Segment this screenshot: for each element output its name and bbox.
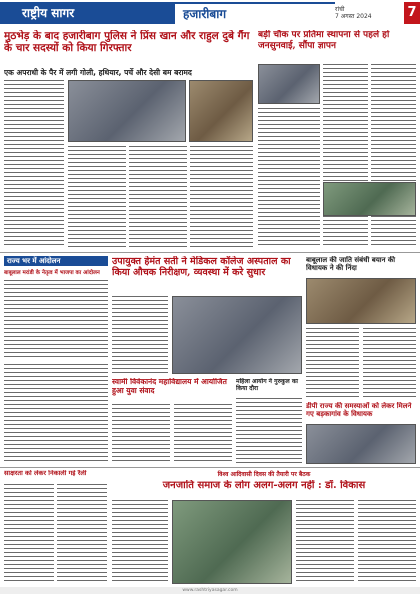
masthead: राष्ट्रीय सागर [0,2,175,24]
middle-column-1 [112,296,168,374]
topright-column-3 [371,64,416,248]
left3-headline: साक्षरता को लेकर निकाली गई रैली [4,470,87,477]
page-number: 7 [404,2,420,24]
section-name: हजारीबाग [175,2,335,24]
right2-headline: बाबूलाल की जाति संबंधी बयान की विधायक ने की निंदा [306,256,396,273]
bottom-headline-block [112,480,416,496]
left3-column-1 [4,484,54,584]
middle-headline: उपायुक्त हेमंत सती ने मेडिकल कॉलेज अस्पताल का किया औचक निरीक्षण, व्यवस्था में करे सुधार [112,256,291,279]
middle2-column-1 [112,404,170,464]
left3-column-2 [57,484,107,584]
middle-headline-block [112,256,302,292]
right3-headline: डीपी राज्य की समस्याओं को लेकर मिलने गए बड़कागांव के विधायक [306,402,412,419]
box-subhead: बाबूलाल मरांडी के नेतृत्व में भाजपा का आंदोलन [4,270,100,276]
middle2-headline-block [112,378,232,400]
topright-column-2 [323,64,368,248]
bottom-kicker: विश्व आदिवासी दिवस की तैयारी पर बैठक [217,471,311,478]
edition-date: 7 अगस्त 2024 [335,13,372,20]
lead-column-2 [68,146,126,248]
middle-photo [172,296,302,374]
lead-headline: मुठभेड़ के बाद हजारीबाग पुलिस ने प्रिंस खान और राहुल दुबे गैंग के चार सदस्यों को किया गिरफ्तार [4,30,250,55]
topright-photo-2 [323,182,416,216]
box-text [4,280,108,360]
right2-column-1 [306,328,359,398]
box-headline: राज्य भर में आंदोलन [4,256,108,266]
right2-column-2 [363,328,416,398]
divider [0,252,420,253]
divider [0,467,420,468]
bottom-column-2 [296,500,354,584]
left-column [4,364,108,464]
small-headline-block [236,378,302,396]
bottom-photo [172,500,292,584]
small-headline: महिला आयोग ने गुरुकुल का किया दौरा [236,378,298,393]
page-footer: www.rashtriyasagar.com [0,587,420,594]
lead-subhead: एक अपराधी के पैर में लगी गोली, हथियार, पर्चे और देसी बम बरामद [4,68,192,77]
dateline [335,2,405,24]
lead-photo-1 [68,80,186,142]
topright-photo [258,64,320,104]
left3-headline-block [4,470,108,482]
topright-headline: बड़ी चौक पर प्रतिमा स्थापना से पहले हो जनसुनवाई, सौंपा ज्ञापन [258,30,390,51]
small-text [236,398,302,464]
right3-headline-block [306,402,416,422]
edition-city: रांची [335,6,345,13]
bottom-column-3 [358,500,416,584]
lead-column-3 [129,146,187,248]
page-header [0,0,420,26]
bottom-headline: जनजाति समाज के लोग अलग-अलग नहीं : डॉ. विकास [162,480,366,491]
middle2-headline: स्वामी विवेकानंद महाविद्यालय में आयोजित हुआ युवा संवाद [112,378,227,395]
right2-headline-block [306,256,416,276]
topright-headline-block [258,30,416,60]
middle2-column-2 [174,404,232,464]
lead-photo-2 [189,80,253,142]
right3-photo [306,424,416,464]
topright-column-1 [258,108,320,248]
bottom-column-1 [112,500,168,584]
lead-column-1 [4,80,64,248]
lead-column-4 [190,146,253,248]
lead-headline-block [4,30,254,66]
right2-photo [306,278,416,324]
